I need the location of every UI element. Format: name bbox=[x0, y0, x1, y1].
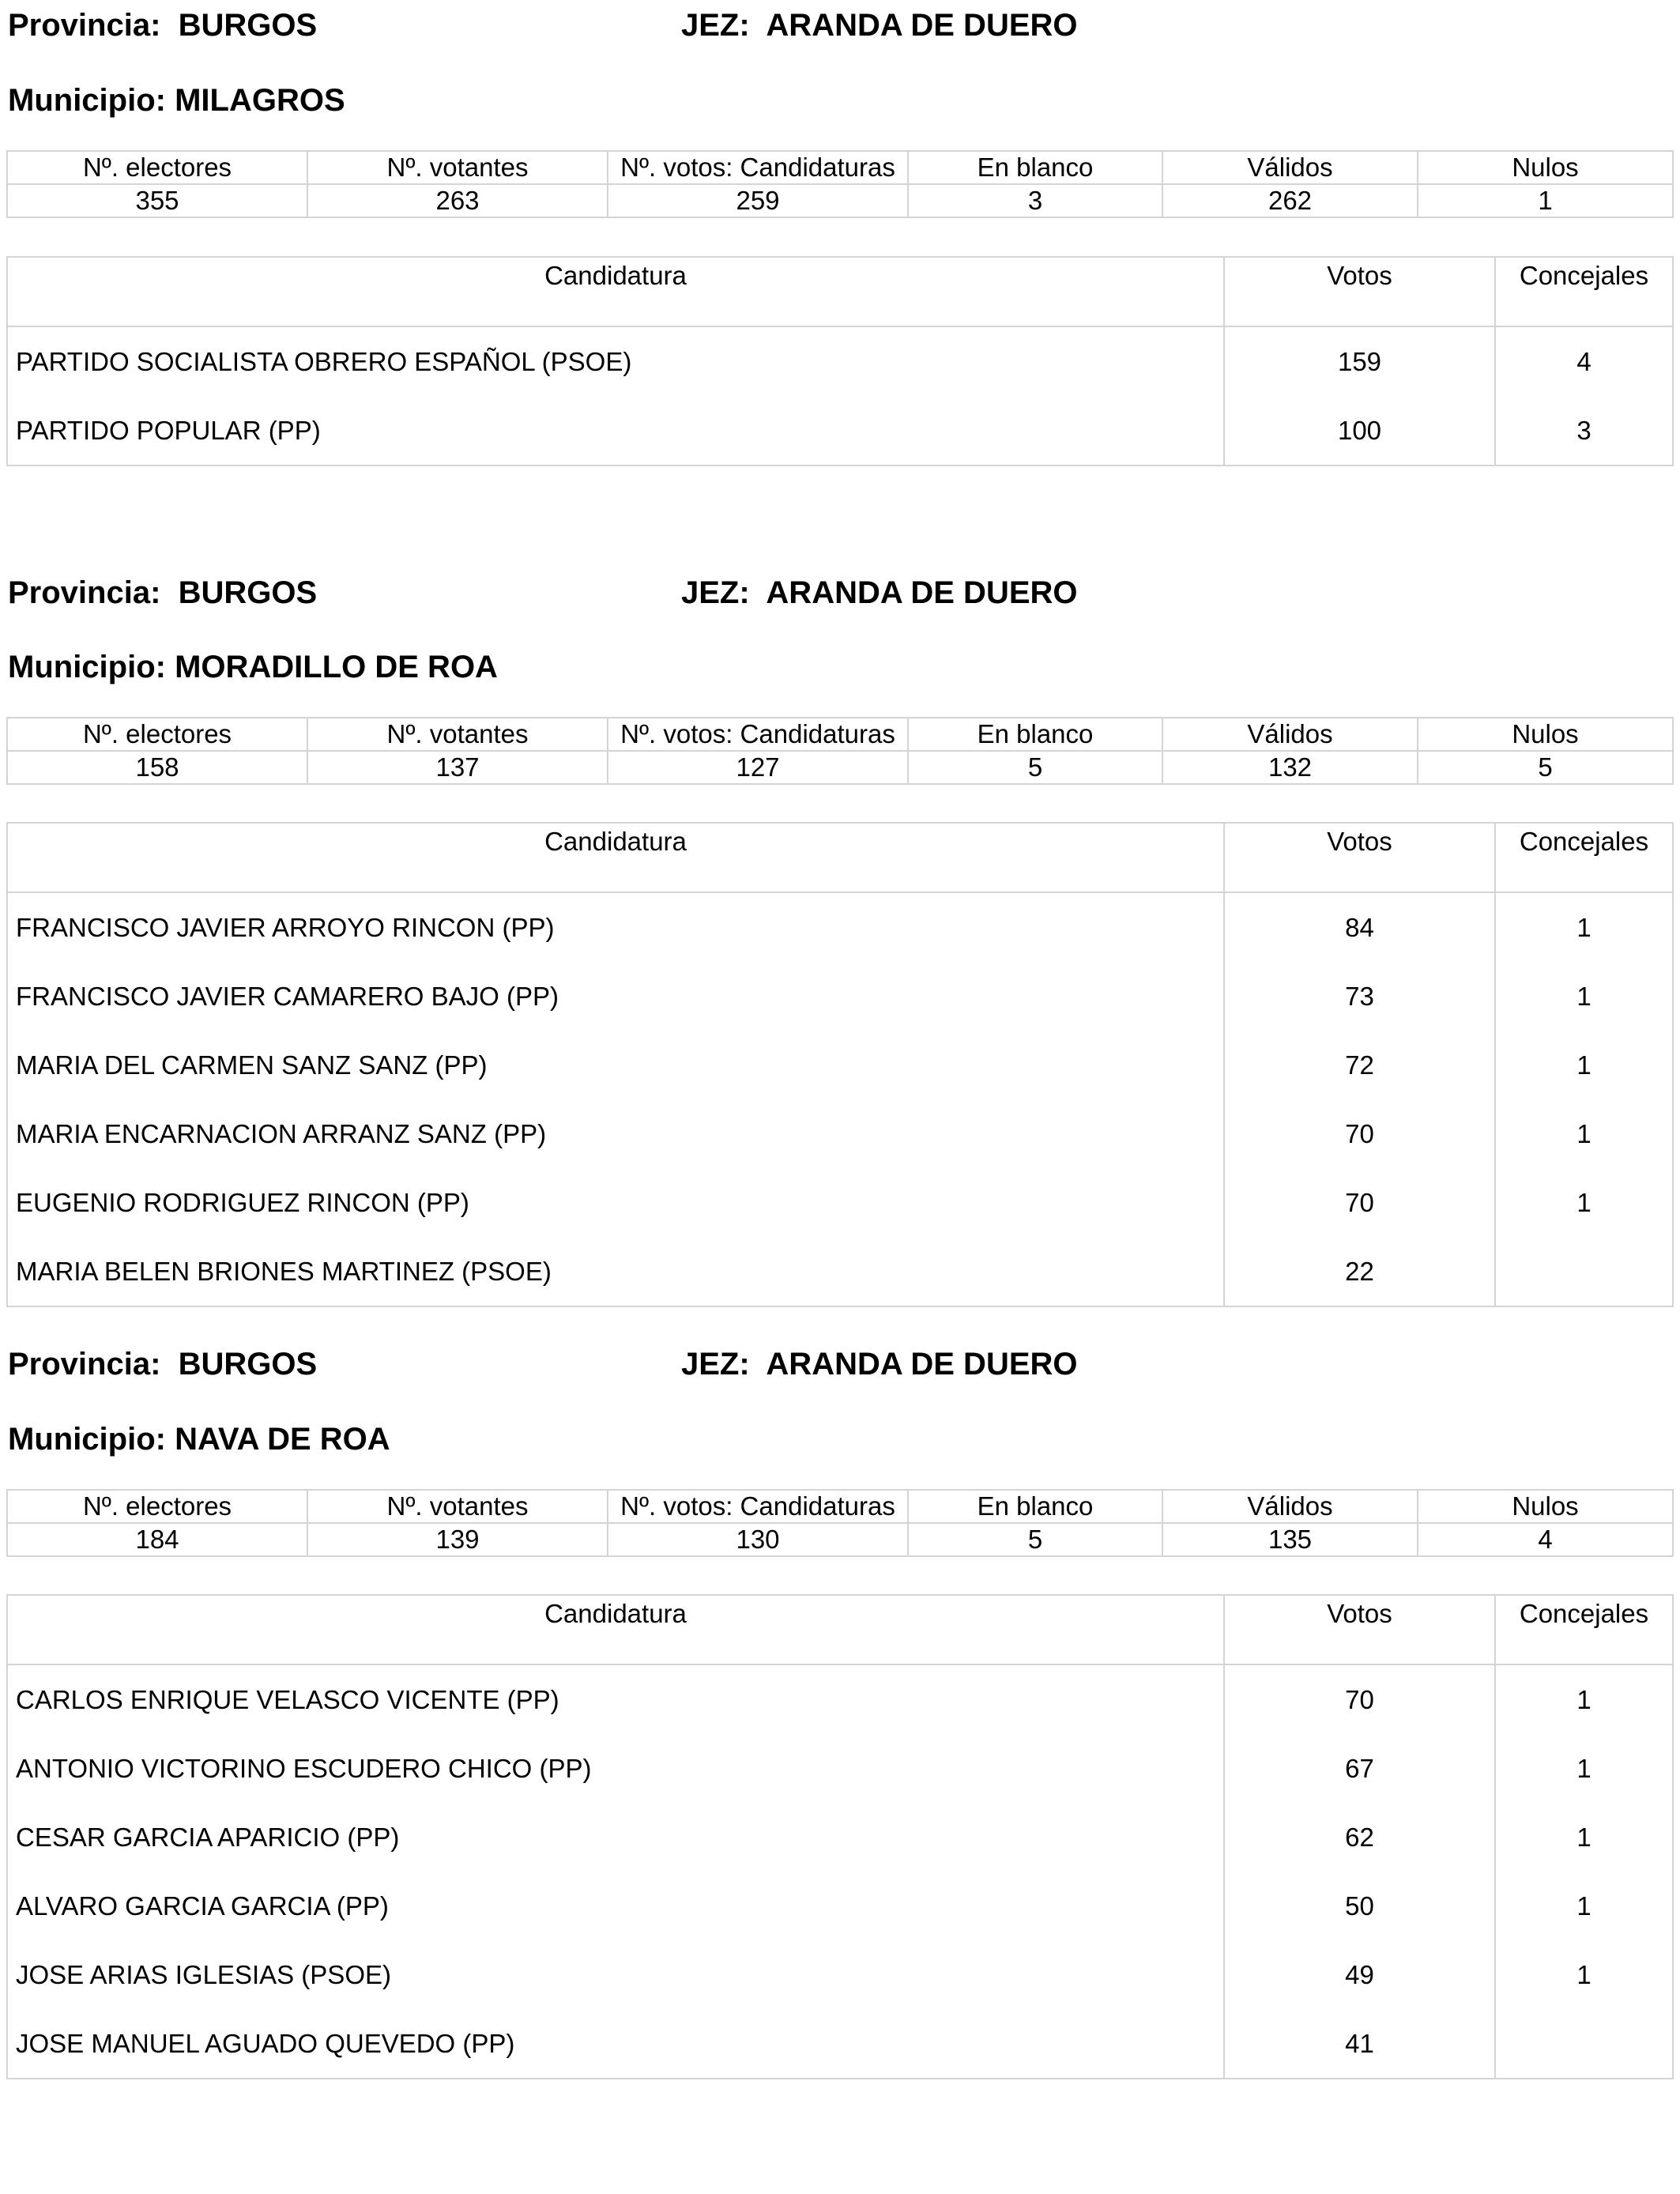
votos-value: 73 bbox=[1224, 962, 1495, 1031]
header-candidatura: Candidatura bbox=[7, 823, 1224, 892]
stats-header-row bbox=[7, 1490, 1673, 1523]
stats-value-votantes: 137 bbox=[307, 751, 608, 784]
stats-value-electores: 355 bbox=[7, 184, 307, 217]
concejales-value: 4 bbox=[1576, 346, 1591, 376]
votos-value: 62 bbox=[1224, 1803, 1495, 1872]
header-candidatura: Candidatura bbox=[7, 257, 1224, 326]
stats-value-votos-candidaturas: 130 bbox=[608, 1523, 908, 1556]
concejales-value: 1 bbox=[1576, 1753, 1591, 1783]
candidatura-name: FRANCISCO JAVIER CAMARERO BAJO (PP) bbox=[7, 962, 1224, 1031]
concejales-value: 1 bbox=[1576, 1187, 1591, 1217]
candidatura-name: CESAR GARCIA APARICIO (PP) bbox=[7, 1803, 1224, 1872]
concejales-value: 3 bbox=[1576, 415, 1591, 445]
stats-header-electores: Nº. electores bbox=[7, 151, 307, 184]
header-concejales: Concejales bbox=[1495, 823, 1673, 892]
table-row bbox=[7, 1664, 1673, 1734]
candidatura-name: JOSE MANUEL AGUADO QUEVEDO (PP) bbox=[7, 2009, 1224, 2079]
concejales-value: 1 bbox=[1576, 1959, 1591, 1989]
candidatura-name: ANTONIO VICTORINO ESCUDERO CHICO (PP) bbox=[7, 1734, 1224, 1803]
header-candidatura: Candidatura bbox=[7, 1595, 1224, 1664]
table-row bbox=[7, 1099, 1673, 1168]
concejales-value: 1 bbox=[1576, 1118, 1591, 1148]
votos-value: 100 bbox=[1224, 396, 1495, 466]
provincia-heading: Provincia: BURGOS bbox=[8, 1347, 318, 1382]
stats-table bbox=[6, 150, 1674, 218]
table-row bbox=[7, 1872, 1673, 1940]
table-row bbox=[7, 1734, 1673, 1803]
candidatura-name: FRANCISCO JAVIER ARROYO RINCON (PP) bbox=[7, 892, 1224, 962]
stats-header-row bbox=[7, 718, 1673, 751]
concejales-value: 1 bbox=[1576, 1822, 1591, 1852]
stats-value-en-blanco: 5 bbox=[908, 751, 1162, 784]
stats-header-validos: Válidos bbox=[1162, 718, 1418, 751]
stats-header-votos-candidaturas: Nº. votos: Candidaturas bbox=[608, 1490, 908, 1523]
concejales-value bbox=[1495, 1237, 1673, 1306]
stats-value-row bbox=[7, 1523, 1673, 1556]
votos-value: 70 bbox=[1224, 1664, 1495, 1734]
stats-value-votantes: 139 bbox=[307, 1523, 608, 1556]
table-row bbox=[7, 1168, 1673, 1237]
candidatura-name: MARIA BELEN BRIONES MARTINEZ (PSOE) bbox=[7, 1237, 1224, 1306]
candidatura-name: ALVARO GARCIA GARCIA (PP) bbox=[7, 1872, 1224, 1940]
stats-value-votos-candidaturas: 127 bbox=[608, 751, 908, 784]
stats-header-nulos: Nulos bbox=[1418, 1490, 1673, 1523]
votos-value: 67 bbox=[1224, 1734, 1495, 1803]
header-votos: Votos bbox=[1224, 1595, 1495, 1664]
concejales-value bbox=[1495, 2009, 1673, 2079]
table-row bbox=[7, 2009, 1673, 2079]
stats-value-en-blanco: 3 bbox=[908, 184, 1162, 217]
stats-value-validos: 262 bbox=[1162, 184, 1418, 217]
table-row bbox=[7, 1940, 1673, 2009]
stats-header-en-blanco: En blanco bbox=[908, 1490, 1162, 1523]
candidatura-name: MARIA DEL CARMEN SANZ SANZ (PP) bbox=[7, 1031, 1224, 1099]
concejales-value: 1 bbox=[1576, 1684, 1591, 1714]
stats-value-validos: 132 bbox=[1162, 751, 1418, 784]
jez-heading: JEZ: ARANDA DE DUERO bbox=[681, 1347, 1078, 1382]
concejales-value: 1 bbox=[1576, 981, 1591, 1011]
candidatura-name: CARLOS ENRIQUE VELASCO VICENTE (PP) bbox=[7, 1664, 1224, 1734]
provincia-heading: Provincia: BURGOS bbox=[8, 8, 318, 43]
candidaturas-table bbox=[6, 1594, 1674, 2079]
stats-header-en-blanco: En blanco bbox=[908, 151, 1162, 184]
table-row bbox=[7, 962, 1673, 1031]
stats-table bbox=[6, 1489, 1674, 1557]
provincia-heading: Provincia: BURGOS bbox=[8, 575, 318, 610]
concejales-value: 1 bbox=[1576, 1050, 1591, 1080]
stats-value-nulos: 4 bbox=[1418, 1523, 1673, 1556]
stats-header-votantes: Nº. votantes bbox=[307, 1490, 608, 1523]
votos-value: 22 bbox=[1224, 1237, 1495, 1306]
stats-value-votos-candidaturas: 259 bbox=[608, 184, 908, 217]
votos-value: 49 bbox=[1224, 1940, 1495, 2009]
stats-table bbox=[6, 717, 1674, 785]
municipio-heading: Municipio: MILAGROS bbox=[8, 83, 345, 118]
votos-value: 159 bbox=[1224, 326, 1495, 396]
stats-value-votantes: 263 bbox=[307, 184, 608, 217]
stats-header-validos: Válidos bbox=[1162, 151, 1418, 184]
votos-value: 50 bbox=[1224, 1872, 1495, 1940]
table-row bbox=[7, 326, 1673, 396]
stats-value-en-blanco: 5 bbox=[908, 1523, 1162, 1556]
table-row bbox=[7, 396, 1673, 466]
jez-heading: JEZ: ARANDA DE DUERO bbox=[681, 575, 1078, 610]
municipio-heading: Municipio: MORADILLO DE ROA bbox=[8, 650, 498, 684]
stats-header-votos-candidaturas: Nº. votos: Candidaturas bbox=[608, 151, 908, 184]
concejales-value: 1 bbox=[1576, 1891, 1591, 1921]
stats-value-row bbox=[7, 184, 1673, 217]
candidatura-name: MARIA ENCARNACION ARRANZ SANZ (PP) bbox=[7, 1099, 1224, 1168]
votos-value: 72 bbox=[1224, 1031, 1495, 1099]
stats-header-electores: Nº. electores bbox=[7, 718, 307, 751]
header-votos: Votos bbox=[1224, 257, 1495, 326]
stats-value-validos: 135 bbox=[1162, 1523, 1418, 1556]
municipio-heading: Municipio: NAVA DE ROA bbox=[8, 1422, 390, 1457]
header-concejales: Concejales bbox=[1495, 1595, 1673, 1664]
stats-header-en-blanco: En blanco bbox=[908, 718, 1162, 751]
stats-header-electores: Nº. electores bbox=[7, 1490, 307, 1523]
candidatura-name: PARTIDO SOCIALISTA OBRERO ESPAÑOL (PSOE) bbox=[7, 326, 1224, 396]
stats-header-votantes: Nº. votantes bbox=[307, 151, 608, 184]
stats-header-row bbox=[7, 151, 1673, 184]
votos-value: 70 bbox=[1224, 1099, 1495, 1168]
concejales-value: 1 bbox=[1576, 912, 1591, 942]
stats-header-validos: Válidos bbox=[1162, 1490, 1418, 1523]
table-row bbox=[7, 1803, 1673, 1872]
stats-header-votantes: Nº. votantes bbox=[307, 718, 608, 751]
stats-header-nulos: Nulos bbox=[1418, 151, 1673, 184]
stats-value-electores: 158 bbox=[7, 751, 307, 784]
candidaturas-header-row bbox=[7, 823, 1673, 892]
stats-header-votos-candidaturas: Nº. votos: Candidaturas bbox=[608, 718, 908, 751]
candidaturas-header-row bbox=[7, 1595, 1673, 1664]
candidatura-name: JOSE ARIAS IGLESIAS (PSOE) bbox=[7, 1940, 1224, 2009]
stats-value-nulos: 5 bbox=[1418, 751, 1673, 784]
votos-value: 84 bbox=[1224, 892, 1495, 962]
stats-value-nulos: 1 bbox=[1418, 184, 1673, 217]
stats-header-nulos: Nulos bbox=[1418, 718, 1673, 751]
candidaturas-header-row bbox=[7, 257, 1673, 326]
table-row bbox=[7, 1031, 1673, 1099]
table-row bbox=[7, 1237, 1673, 1306]
votos-value: 70 bbox=[1224, 1168, 1495, 1237]
candidatura-name: EUGENIO RODRIGUEZ RINCON (PP) bbox=[7, 1168, 1224, 1237]
table-row bbox=[7, 892, 1673, 962]
stats-value-row bbox=[7, 751, 1673, 784]
votos-value: 41 bbox=[1224, 2009, 1495, 2079]
stats-value-electores: 184 bbox=[7, 1523, 307, 1556]
candidatura-name: PARTIDO POPULAR (PP) bbox=[7, 396, 1224, 466]
header-votos: Votos bbox=[1224, 823, 1495, 892]
jez-heading: JEZ: ARANDA DE DUERO bbox=[681, 8, 1078, 43]
candidaturas-table bbox=[6, 822, 1674, 1307]
candidaturas-table bbox=[6, 256, 1674, 466]
header-concejales: Concejales bbox=[1495, 257, 1673, 326]
